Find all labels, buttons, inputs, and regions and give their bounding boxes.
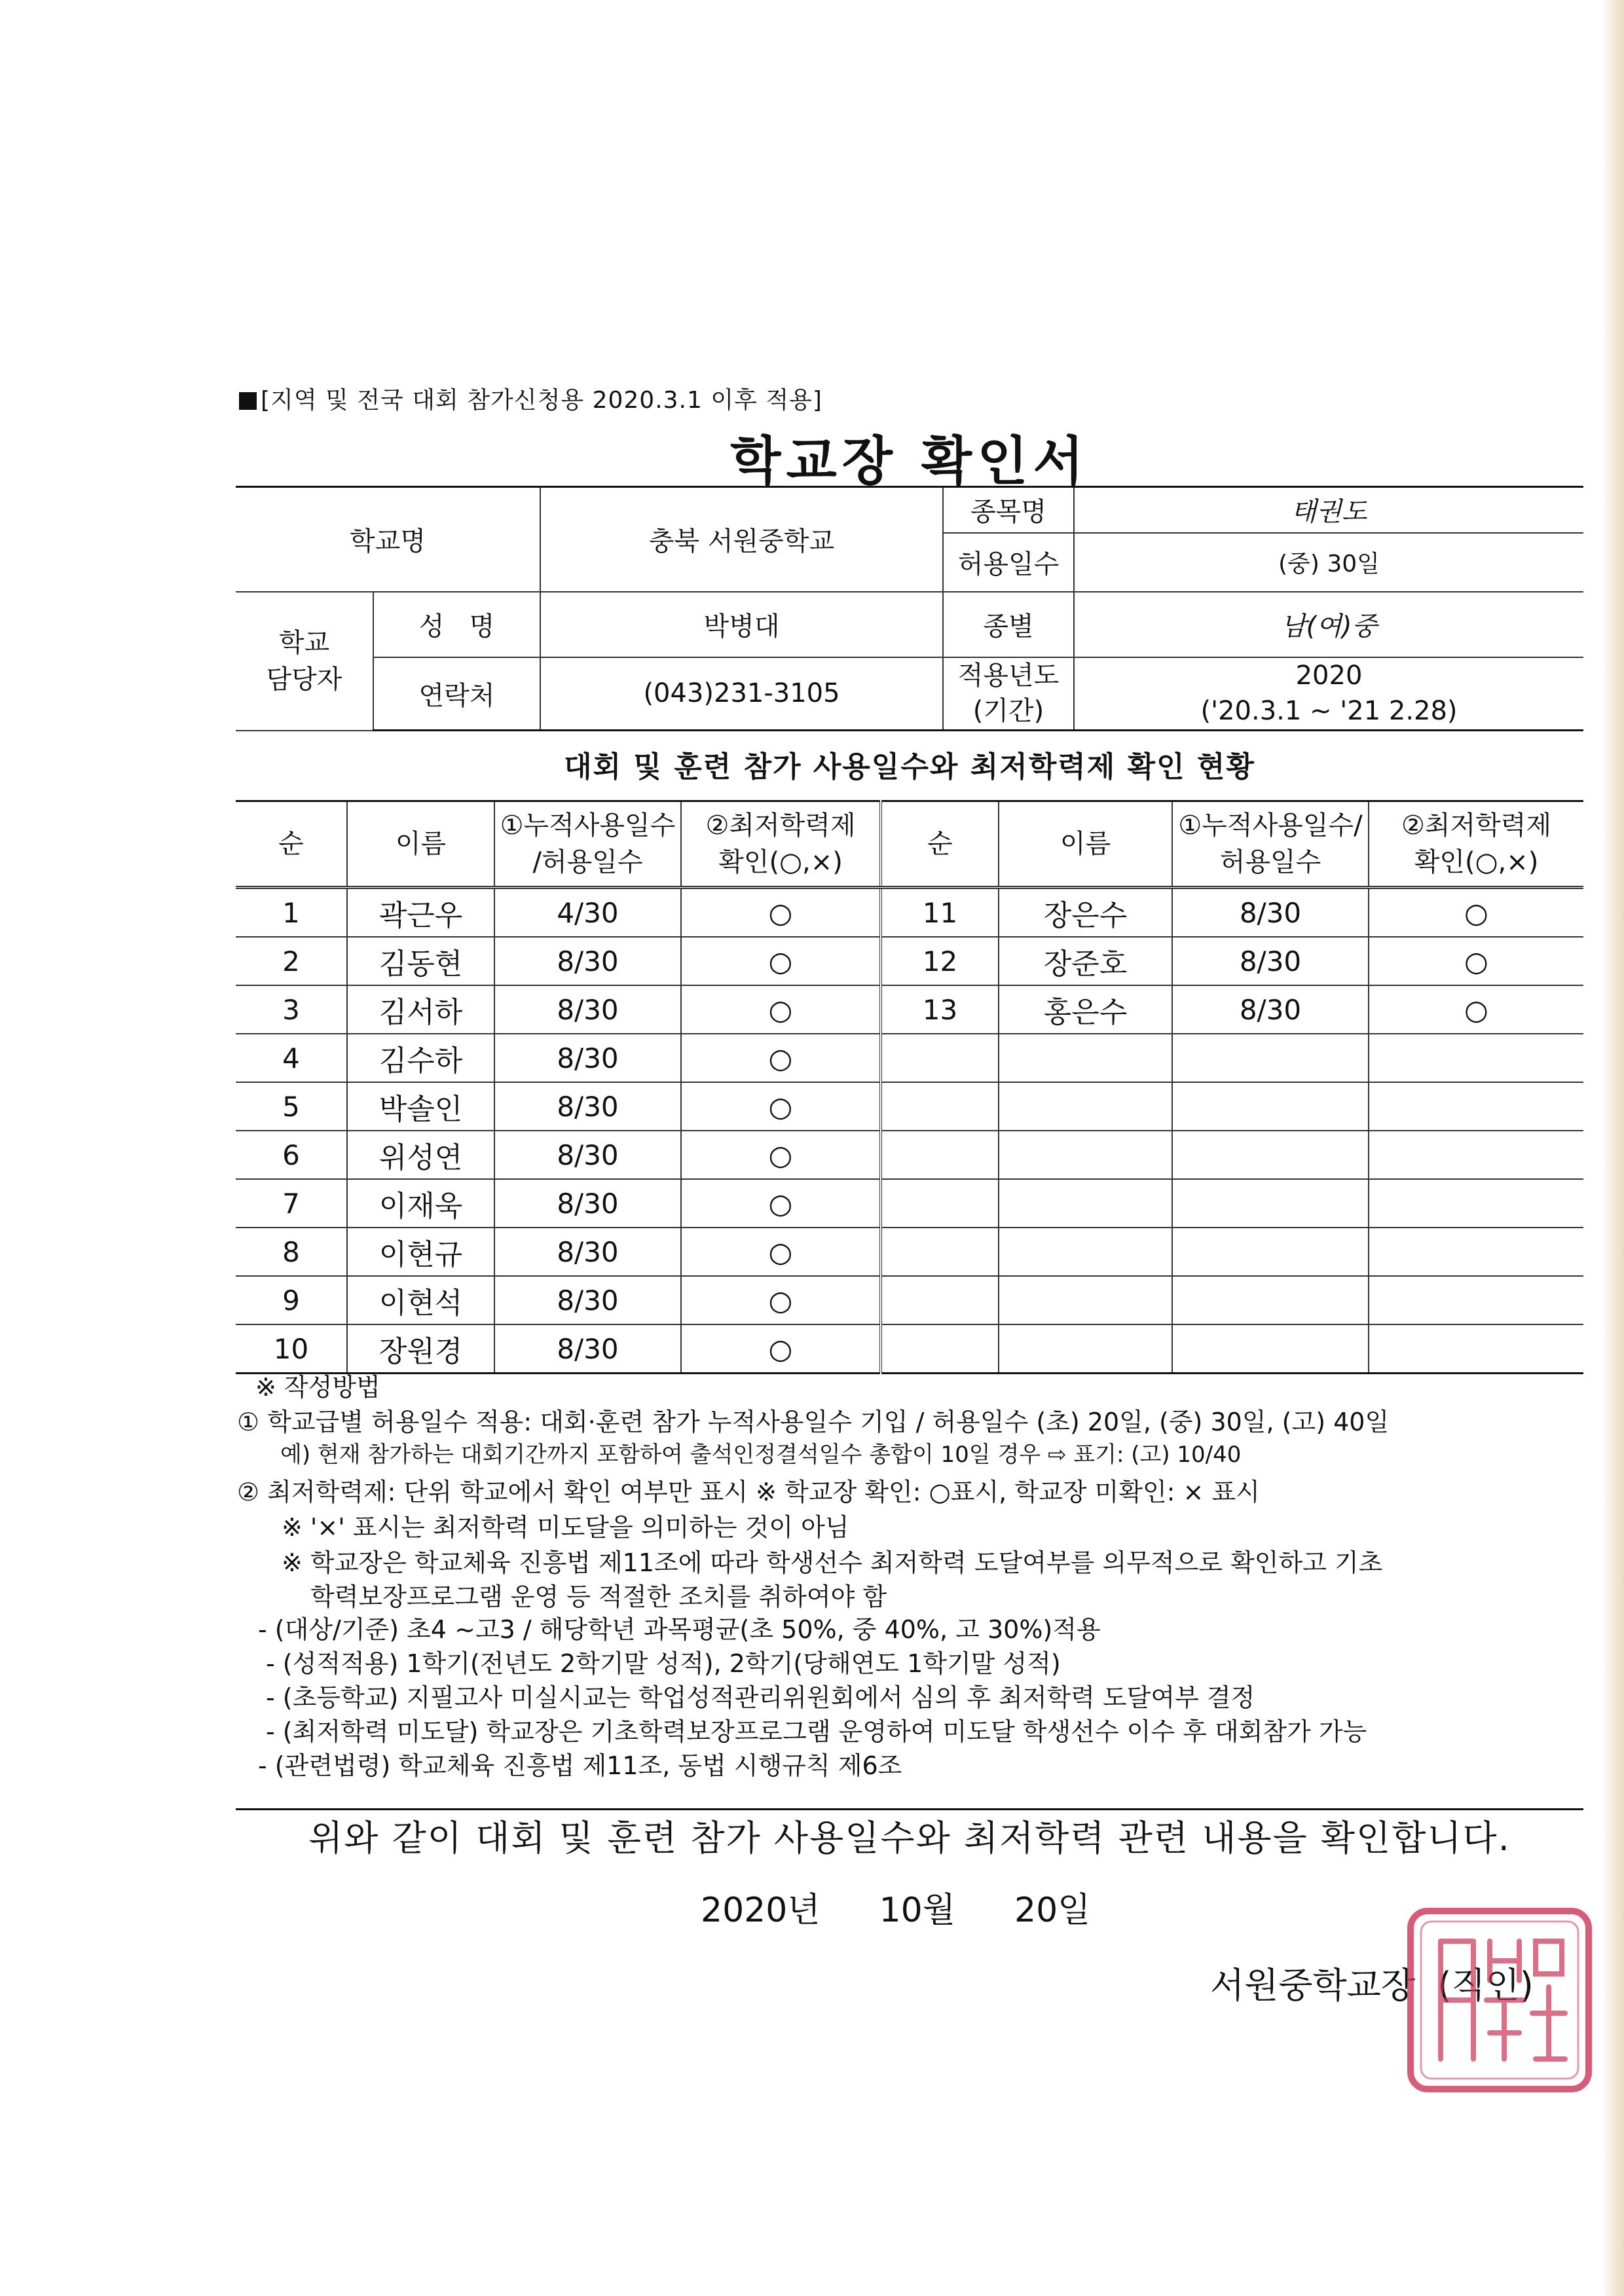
year-label-line1: 적용년도	[957, 661, 1060, 691]
check-cell: ○	[681, 888, 881, 938]
form-tag-text: [지역 및 전국 대회 참가신청용 2020.3.1 이후 적용]	[261, 387, 822, 414]
seq-cell: 2	[236, 937, 347, 985]
days-cell: 8/30	[1172, 888, 1369, 938]
check-cell: ○	[681, 1034, 881, 1082]
days-cell: 4/30	[494, 888, 681, 938]
header-days-right-line2: 허용일수	[1219, 847, 1321, 877]
header-check-line2: 확인(○,×)	[718, 847, 843, 877]
header-days-line1: ①누적사용일수	[500, 811, 676, 841]
form-tag	[239, 382, 822, 415]
seq-cell: 4	[236, 1034, 347, 1082]
seq-cell: 10	[236, 1324, 347, 1374]
seq-cell: 9	[236, 1276, 347, 1324]
allowed-days-value: (중) 30일	[1074, 533, 1583, 592]
days-cell	[1172, 1034, 1369, 1082]
name-cell	[999, 1276, 1172, 1324]
seq-cell: 7	[236, 1179, 347, 1228]
header-days	[494, 801, 681, 888]
participation-status-table	[236, 800, 1583, 1374]
header-days-line2: /허용일수	[532, 847, 643, 877]
manager-name-label: 성 명	[373, 592, 540, 657]
seq-cell	[881, 1228, 999, 1276]
name-cell: 장준호	[999, 937, 1172, 985]
header-check-right	[1369, 801, 1583, 888]
days-cell	[1172, 1324, 1369, 1374]
table-row	[236, 1276, 1583, 1324]
official-seal-icon	[1401, 1902, 1598, 2098]
days-cell: 8/30	[494, 1179, 681, 1228]
gender-value: 남(여)중	[1074, 592, 1583, 657]
check-cell: ○	[1369, 937, 1583, 985]
note-line: 학력보장프로그램 운영 등 적절한 조치를 취하여야 함	[310, 1582, 887, 1611]
days-cell	[1172, 1179, 1369, 1228]
days-cell: 8/30	[494, 1276, 681, 1324]
days-cell: 8/30	[494, 1131, 681, 1179]
seq-cell: 13	[881, 985, 999, 1034]
gender-label: 종별	[943, 592, 1074, 657]
date-month: 10월	[879, 1891, 955, 1930]
contact-value: (043)231-3105	[540, 657, 943, 731]
check-cell: ○	[681, 1131, 881, 1179]
check-cell: ○	[681, 1179, 881, 1228]
note-line: ※ 작성방법	[255, 1373, 380, 1402]
year-value-line1: 2020	[1295, 661, 1363, 691]
note-line: - (최저학력 미도달) 학교장은 기초학력보장프로그램 운영하여 미도달 학생선수 이수 후 대회참가 가능	[266, 1717, 1367, 1746]
name-cell: 장원경	[347, 1324, 494, 1374]
date-year: 2020년	[701, 1891, 821, 1930]
issue-date	[701, 1882, 1149, 1931]
event-label: 종목명	[943, 487, 1074, 533]
days-cell: 8/30	[494, 1034, 681, 1082]
days-cell: 8/30	[494, 1324, 681, 1374]
seq-cell	[881, 1034, 999, 1082]
table-row	[236, 1228, 1583, 1276]
check-cell: ○	[681, 1276, 881, 1324]
seq-cell	[881, 1179, 999, 1228]
note-line: - (성적적용) 1학기(전년도 2학기말 성적), 2학기(당해연도 1학기말 성적)	[266, 1649, 1061, 1678]
table-row	[236, 1131, 1583, 1179]
school-info-table	[236, 486, 1583, 731]
name-cell: 이현석	[347, 1276, 494, 1324]
name-cell: 박솔인	[347, 1082, 494, 1131]
seq-cell: 3	[236, 985, 347, 1034]
note-line: ② 최저학력제: 단위 학교에서 확인 여부만 표시 ※ 학교장 확인: ○표시, 학교장 미확인: × 표시	[237, 1478, 1260, 1506]
year-label-line2: (기간)	[972, 696, 1044, 727]
days-cell: 8/30	[494, 985, 681, 1034]
name-cell: 곽근우	[347, 888, 494, 938]
square-bullet-icon	[239, 392, 257, 410]
principal-signature-line: 서원중학교장 (직인)	[1210, 1965, 1534, 2006]
header-check-right-line2: 확인(○,×)	[1414, 847, 1539, 877]
days-cell: 8/30	[494, 1082, 681, 1131]
check-cell: ○	[1369, 888, 1583, 938]
name-cell	[999, 1082, 1172, 1131]
note-line: ※ 학교장은 학교체육 진흥법 제11조에 따라 학생선수 최저학력 도달여부를 의무적으로 확인하고 기초	[282, 1548, 1383, 1577]
name-cell	[999, 1324, 1172, 1374]
note-line: ① 학교급별 허용일수 적용: 대회·훈련 참가 누적사용일수 기입 / 허용일수 (초) 20일, (중) 30일, (고) 40일	[237, 1408, 1390, 1436]
check-cell	[1369, 1082, 1583, 1131]
name-cell: 위성연	[347, 1131, 494, 1179]
days-cell: 8/30	[1172, 937, 1369, 985]
table-row	[236, 1324, 1583, 1374]
seq-cell: 1	[236, 888, 347, 938]
note-line: - (대상/기준) 초4 ~고3 / 해당학년 과목평균(초 50%, 중 40%, 고 30%)적용	[258, 1615, 1101, 1644]
seq-cell: 8	[236, 1228, 347, 1276]
seq-cell	[881, 1324, 999, 1374]
check-cell: ○	[681, 1228, 881, 1276]
check-cell	[1369, 1324, 1583, 1374]
seq-cell: 6	[236, 1131, 347, 1179]
manager-name-value: 박병대	[540, 592, 943, 657]
seq-cell: 5	[236, 1082, 347, 1131]
name-cell: 김수하	[347, 1034, 494, 1082]
name-cell: 김동현	[347, 937, 494, 985]
name-cell: 홍은수	[999, 985, 1172, 1034]
table-row	[236, 1082, 1583, 1131]
table-row	[236, 888, 1583, 938]
seq-cell: 11	[881, 888, 999, 938]
paper-edge	[1602, 0, 1624, 2296]
days-cell	[1172, 1228, 1369, 1276]
school-name-label: 학교명	[236, 487, 540, 592]
header-check-line1: ②최저학력제	[705, 811, 856, 841]
note-line: ※ '×' 표시는 최저학력 미도달을 의미하는 것이 아님	[282, 1513, 849, 1542]
event-value: 태권도	[1074, 487, 1583, 533]
name-cell	[999, 1131, 1172, 1179]
check-cell	[1369, 1276, 1583, 1324]
check-cell	[1369, 1228, 1583, 1276]
check-cell: ○	[1369, 985, 1583, 1034]
check-cell	[1369, 1131, 1583, 1179]
header-check-right-line1: ②최저학력제	[1401, 811, 1552, 841]
date-day: 20일	[1014, 1891, 1091, 1930]
days-cell	[1172, 1082, 1369, 1131]
check-cell: ○	[681, 1324, 881, 1374]
days-cell: 8/30	[1172, 985, 1369, 1034]
days-cell: 8/30	[494, 1228, 681, 1276]
document-title: 학교장 확인서	[730, 431, 1089, 492]
check-cell: ○	[681, 937, 881, 985]
header-seq-right: 순	[881, 801, 999, 888]
table-row	[236, 985, 1583, 1034]
name-cell	[999, 1228, 1172, 1276]
name-cell	[999, 1179, 1172, 1228]
school-name-value: 충북 서원중학교	[540, 487, 943, 592]
header-check	[681, 801, 881, 888]
header-days-right	[1172, 801, 1369, 888]
days-cell: 8/30	[494, 937, 681, 985]
name-cell: 장은수	[999, 888, 1172, 938]
note-line: - (초등학교) 지필고사 미실시교는 학업성적관리위원회에서 심의 후 최저학력 도달여부 결정	[266, 1683, 1255, 1712]
status-section-title: 대회 및 훈련 참가 사용일수와 최저학력제 확인 현황	[564, 750, 1255, 784]
name-cell: 이재욱	[347, 1179, 494, 1228]
seq-cell	[881, 1276, 999, 1324]
name-cell: 이현규	[347, 1228, 494, 1276]
manager-label-line2: 담당자	[266, 664, 342, 695]
check-cell: ○	[681, 1082, 881, 1131]
allowed-days-label: 허용일수	[943, 533, 1074, 592]
table-row	[236, 937, 1583, 985]
contact-label: 연락처	[373, 657, 540, 731]
seq-cell: 12	[881, 937, 999, 985]
manager-label	[236, 592, 373, 731]
header-name-right: 이름	[999, 801, 1172, 888]
seq-cell	[881, 1131, 999, 1179]
confirmation-statement: 위와 같이 대회 및 훈련 참가 사용일수와 최저학력 관련 내용을 확인합니다.	[308, 1817, 1511, 1859]
name-cell: 김서하	[347, 985, 494, 1034]
header-name: 이름	[347, 801, 494, 888]
manager-label-line1: 학교	[278, 627, 330, 658]
header-days-right-line1: ①누적사용일수/	[1178, 811, 1363, 841]
table-row	[236, 1034, 1583, 1082]
name-cell	[999, 1034, 1172, 1082]
year-value-line2: ('20.3.1 ~ '21 2.28)	[1200, 696, 1458, 727]
days-cell	[1172, 1131, 1369, 1179]
table-row	[236, 1179, 1583, 1228]
seq-cell	[881, 1082, 999, 1131]
note-line: - (관련법령) 학교체육 진흥법 제11조, 동법 시행규칙 제6조	[258, 1751, 902, 1780]
year-label	[943, 657, 1074, 731]
note-line: 예) 현재 참가하는 대회기간까지 포함하여 출석인정결석일수 총합이 10일 경우 ⇨ 표기: (고) 10/40	[280, 1442, 1242, 1468]
check-cell	[1369, 1034, 1583, 1082]
check-cell	[1369, 1179, 1583, 1228]
check-cell: ○	[681, 985, 881, 1034]
header-seq: 순	[236, 801, 347, 888]
days-cell	[1172, 1276, 1369, 1324]
year-value	[1074, 657, 1583, 731]
